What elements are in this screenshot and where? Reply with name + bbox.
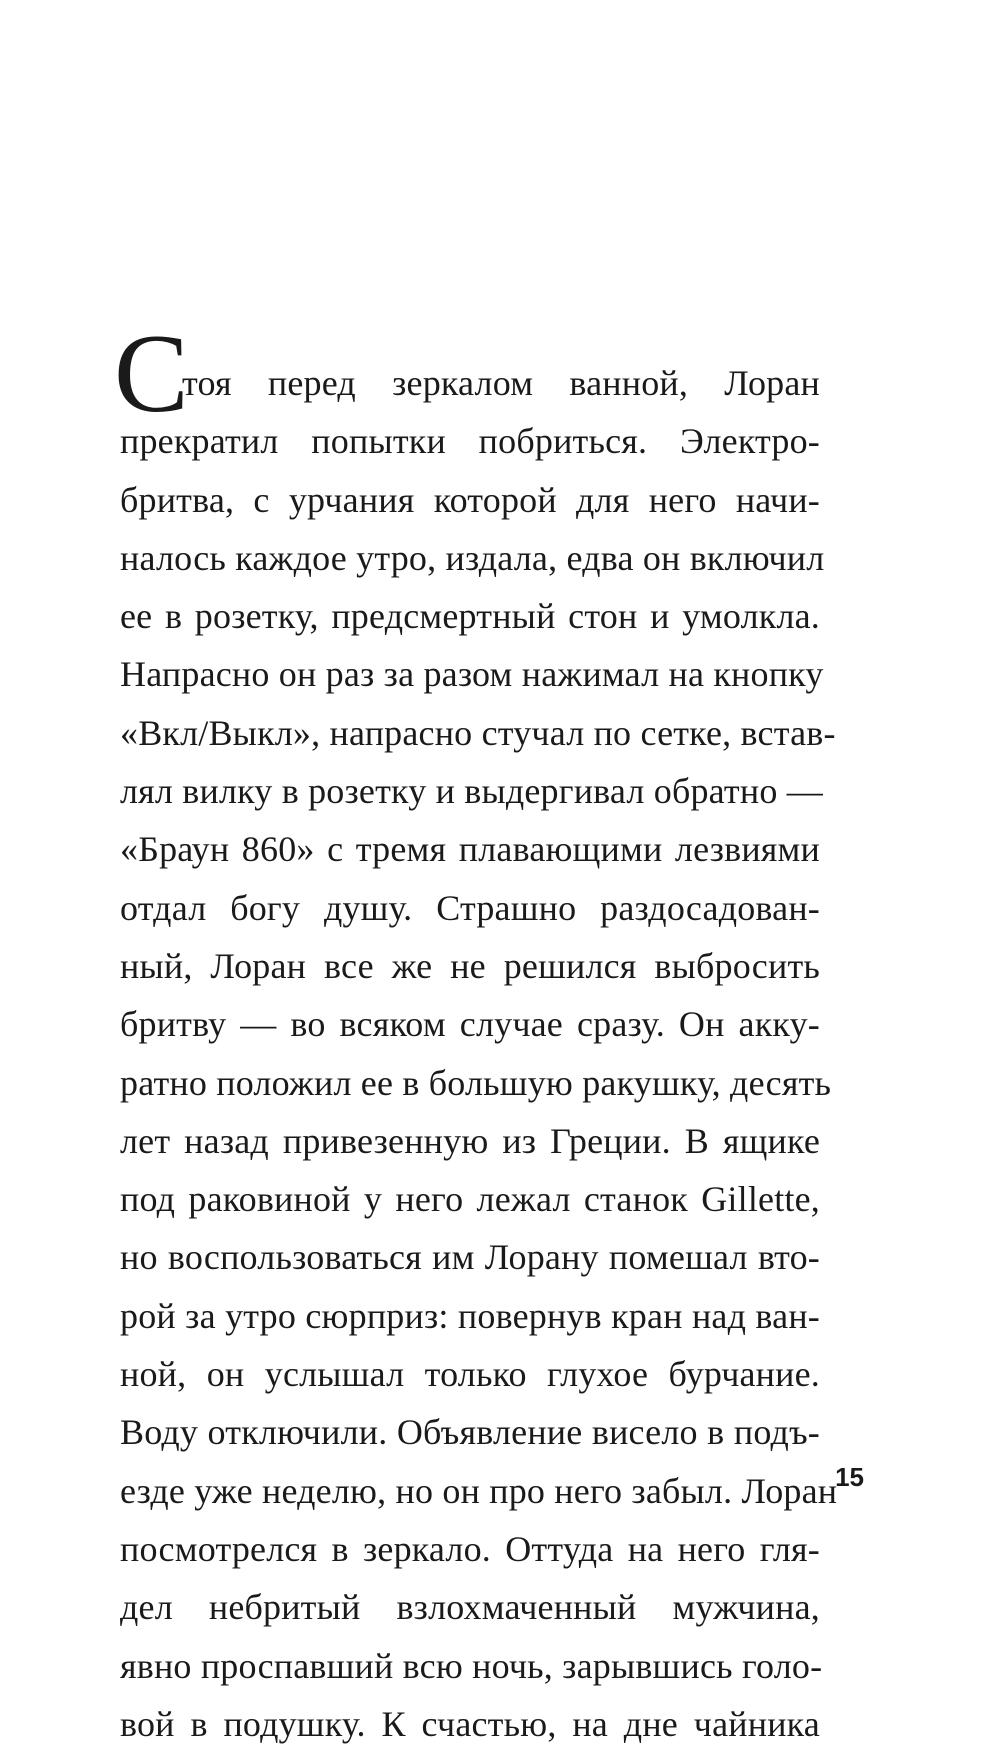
text-line: езде уже неделю, но он про него забыл. Лоран (120, 1470, 838, 1511)
text-line: налось каждое утро, издала, едва он включил (120, 537, 825, 578)
drop-cap: С (114, 312, 189, 436)
text-line: отдал богу душу. Страшно раздосадован- (120, 887, 820, 928)
text-line: лял вилку в розетку и выдергивал обратно — (120, 771, 823, 812)
text-line: прекратил попытки побриться. Электро- (120, 421, 820, 462)
text-line: вой в подушку. К счастью, на дне чайника (120, 1703, 820, 1744)
text-line: ной, он услышал только глухое бурчание. (120, 1354, 820, 1395)
text-line: рой за утро сюрприз: повернув кран над ван- (120, 1295, 820, 1336)
text-line: «Вкл/Выкл», напрасно стучал по сетке, встав- (120, 712, 836, 753)
page-number: 15 (835, 1462, 864, 1492)
text-line: ратно положил ее в большую ракушку, десять (120, 1062, 832, 1103)
text-line: ее в розетку, предсмертный стон и умолкла. (120, 596, 820, 637)
text-line: посмотрелся в зеркало. Оттуда на него гля- (120, 1528, 820, 1569)
text-line: дел небритый взлохмаченный мужчина, (120, 1587, 820, 1628)
text-line: под раковиной у него лежал станок Gillette, (120, 1179, 820, 1220)
text-line: лет назад привезенную из Греции. В ящике (120, 1120, 820, 1161)
text-line: Напрасно он раз за разом нажимал на кнопку (120, 654, 824, 695)
text-line: явно проспавший всю ночь, зарывшись голо- (120, 1645, 823, 1686)
text-line: но воспользоваться им Лорану помешал вто- (120, 1237, 820, 1278)
text-line: «Браун 860» с тремя плавающими лезвиями (120, 829, 820, 870)
text-line: ный, Лоран все же не решился выбросить (120, 945, 820, 986)
text-line: Воду отключили. Объявление висело в подъ- (120, 1412, 820, 1453)
text-line: бритву — во всяком случае сразу. Он акку- (120, 1004, 820, 1045)
body-text (120, 354, 838, 1753)
text-line: бритва, с урчания которой для него начи- (120, 479, 820, 520)
text-line: тоя перед зеркалом ванной, Лоран (182, 363, 820, 403)
